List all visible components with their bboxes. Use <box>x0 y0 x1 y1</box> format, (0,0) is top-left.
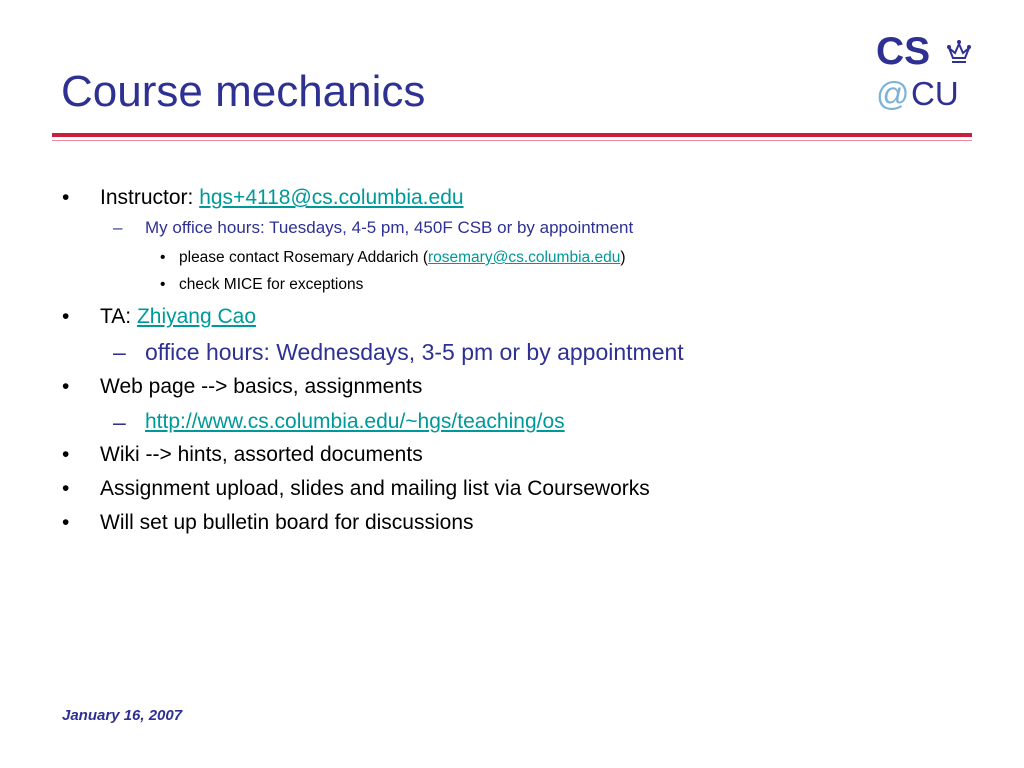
bullet-marker: • <box>160 249 166 266</box>
bullet-marker: • <box>62 375 70 398</box>
course-url-link[interactable]: http://www.cs.columbia.edu/~hgs/teaching/os <box>145 410 565 433</box>
title-rule-thin <box>52 140 972 141</box>
ta-name-link[interactable]: Zhiyang Cao <box>136 305 257 328</box>
upload-text: Assignment upload, slides and mailing list via Courseworks <box>100 477 650 500</box>
ta-office-hours: office hours: Wednesdays, 3-5 pm or by appointment <box>145 339 684 365</box>
bullet-text <box>100 300 256 334</box>
wiki-text: Wiki --> hints, assorted documents <box>100 443 423 466</box>
dash-marker: – <box>113 339 126 365</box>
bulletin-text: Will set up bulletin board for discussions <box>100 511 474 534</box>
footer-date: January 16, 2007 <box>62 707 183 724</box>
bullet-marker: • <box>62 305 70 328</box>
dash-marker: – <box>113 409 126 435</box>
instructor-office-hours: My office hours: Tuesdays, 4-5 pm, 450F CSB or by appointment <box>145 218 634 237</box>
title-rule-thick <box>52 133 972 137</box>
rosemary-email-link[interactable]: rosemary@cs.columbia.edu <box>427 249 621 266</box>
crown-icon <box>944 36 974 66</box>
logo-cu-text: CU <box>911 75 959 112</box>
bullet-text <box>100 181 464 215</box>
logo-cs-text: CS <box>876 30 931 73</box>
contact-prefix: please contact Rosemary Addarich ( <box>179 249 428 266</box>
bullet-marker: • <box>62 443 70 466</box>
contact-suffix: ) <box>620 249 626 266</box>
bullet-marker: • <box>62 477 70 500</box>
logo-at-sign: @ <box>876 75 910 112</box>
ta-label: TA: <box>100 305 137 328</box>
bullet-marker: • <box>62 511 70 534</box>
dash-marker: – <box>113 218 123 237</box>
exceptions-text: check MICE for exceptions <box>179 276 364 293</box>
webpage-text: Web page --> basics, assignments <box>100 375 423 398</box>
cs-cu-logo <box>876 30 976 114</box>
slide-title: Course mechanics <box>61 67 426 116</box>
contact-text <box>179 245 626 271</box>
bullet-marker: • <box>62 186 70 209</box>
bullet-marker: • <box>160 276 166 293</box>
instructor-label: Instructor: <box>100 186 200 209</box>
instructor-email-link[interactable]: hgs+4118@cs.columbia.edu <box>199 186 464 209</box>
